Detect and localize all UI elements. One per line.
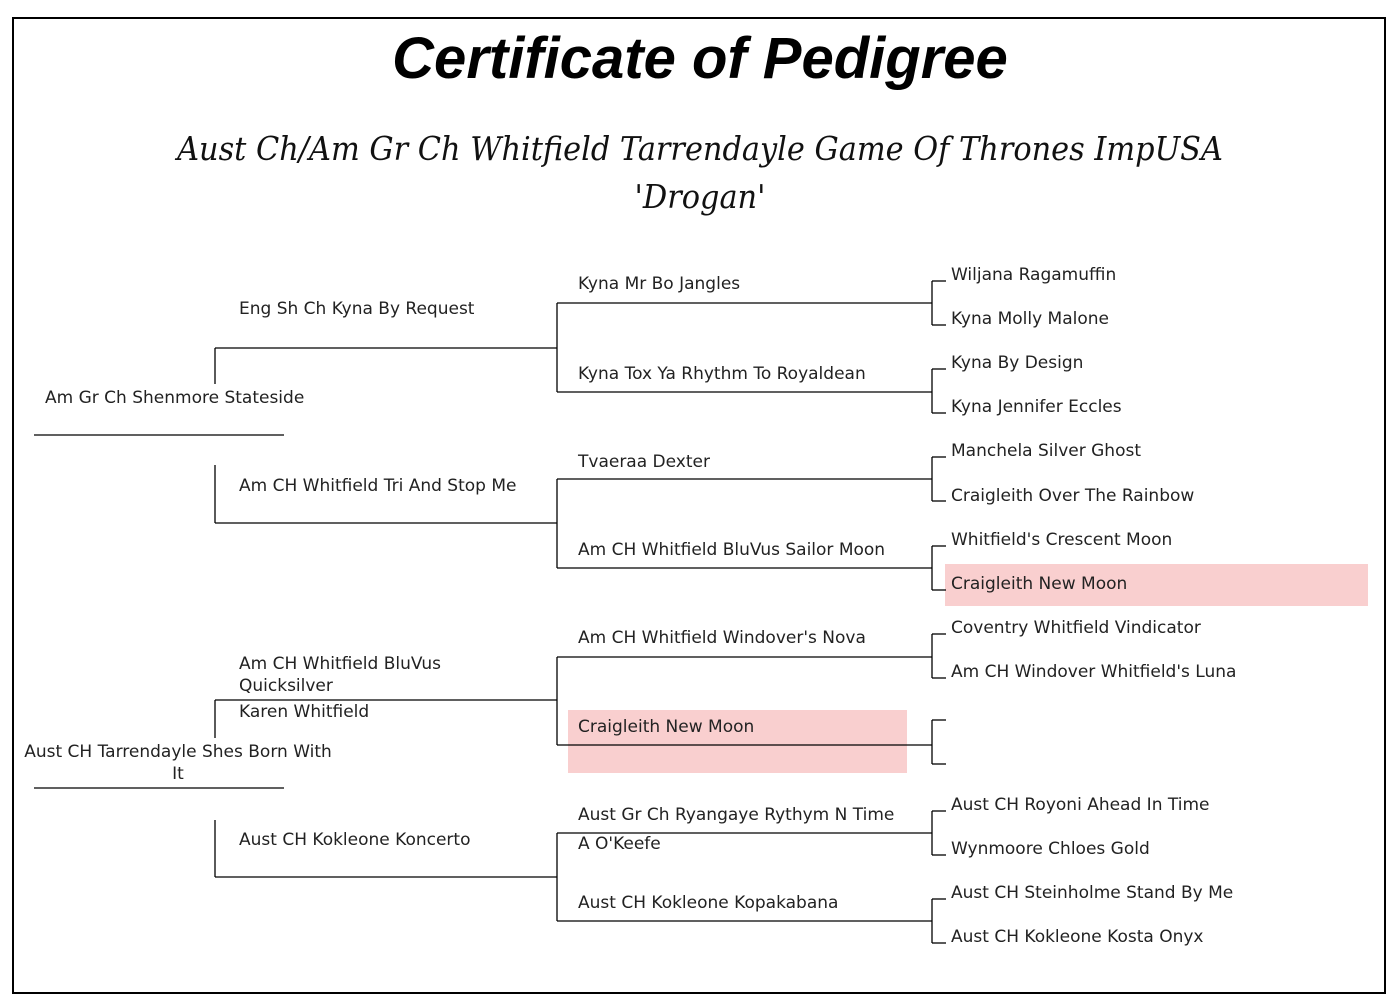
g4-ancestor-1: Wiljana Ragamuffin — [951, 265, 1117, 285]
g4-ancestor-10: Am CH Windover Whitfield's Luna — [951, 662, 1237, 682]
dam-sire-name: Am CH Whitfield BluVus Quicksilver — [239, 654, 441, 696]
g4-ancestor-9: Coventry Whitfield Vindicator — [951, 618, 1201, 638]
g4-ancestor-13: Aust CH Royoni Ahead In Time — [951, 795, 1210, 815]
g4-ancestor-4: Kyna Jennifer Eccles — [951, 397, 1122, 417]
g3-ancestor-2: Kyna Tox Ya Rhythm To Royaldean — [578, 364, 866, 384]
g4-ancestor-14: Wynmoore Chloes Gold — [951, 839, 1150, 859]
g4-ancestor-15: Aust CH Steinholme Stand By Me — [951, 883, 1234, 903]
sire-dam-name: Am CH Whitfield Tri And Stop Me — [239, 476, 517, 496]
g4-ancestor-5: Manchela Silver Ghost — [951, 441, 1142, 461]
g3-ancestor-7-owner: A O'Keefe — [578, 834, 661, 854]
g4-ancestor-2: Kyna Molly Malone — [951, 309, 1109, 329]
dam-name: Aust CH Tarrendayle Shes Born With It — [24, 742, 332, 784]
dam-dam-name: Aust CH Kokleone Koncerto — [239, 830, 471, 850]
g4-ancestor-8: Craigleith New Moon — [951, 574, 1128, 594]
g4-ancestor-7: Whitfield's Crescent Moon — [951, 530, 1173, 550]
g3-ancestor-4: Am CH Whitfield BluVus Sailor Moon — [578, 540, 886, 560]
certificate-title: Certificate of Pedigree — [392, 26, 1008, 91]
g4-ancestor-16: Aust CH Kokleone Kosta Onyx — [951, 927, 1204, 947]
g4-ancestor-6: Craigleith Over The Rainbow — [951, 486, 1195, 506]
dog-name-line1: Aust Ch/Am Gr Ch Whitfield Tarrendayle Game Of Thrones ImpUSA — [177, 129, 1223, 168]
g4-ancestor-3: Kyna By Design — [951, 353, 1084, 373]
g3-ancestor-3: Tvaeraa Dexter — [578, 452, 710, 472]
sire-name: Am Gr Ch Shenmore Stateside — [45, 388, 305, 408]
g3-ancestor-8: Aust CH Kokleone Kopakabana — [578, 893, 839, 913]
dam-sire-owner: Karen Whitfield — [239, 702, 370, 722]
g3-ancestor-6: Craigleith New Moon — [578, 717, 755, 737]
dog-call-name: 'Drogan' — [634, 177, 766, 216]
g3-ancestor-7: Aust Gr Ch Ryangaye Rythym N Time — [578, 805, 895, 825]
g3-ancestor-1: Kyna Mr Bo Jangles — [578, 274, 741, 294]
sire-sire-name: Eng Sh Ch Kyna By Request — [239, 299, 475, 319]
g3-ancestor-5: Am CH Whitfield Windover's Nova — [578, 628, 866, 648]
